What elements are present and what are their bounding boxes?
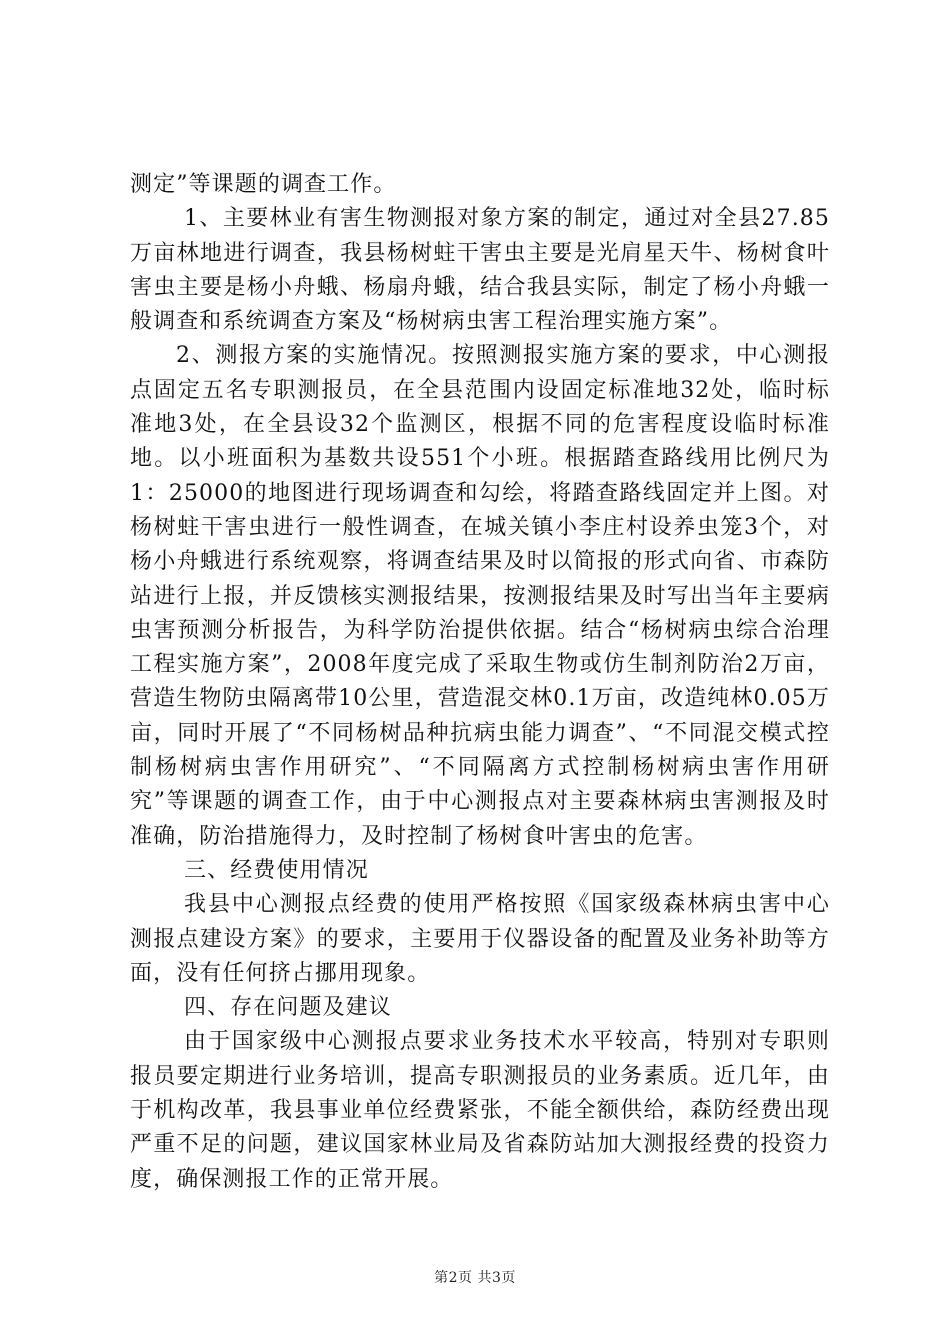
paragraph-continuation: 测定”等课题的调查工作。 [130, 172, 397, 197]
paragraph-funding: 我县中心测报点经费的使用严格按照《国家级森林病虫害中心测报点建设方案》的要求，主要用于仪器设备的配置及业务补助等方面，没有任何挤占挪用现象。 [130, 892, 830, 986]
section-heading-issues: 四、存在问题及建议 [184, 995, 392, 1021]
document-body [130, 168, 830, 1197]
paragraph-item-2: 2、测报方案的实施情况。按照测报实施方案的要求，中心测报点固定五名专职测报员，在全县范围内设固定标准地32处，临时标准地3处，在全县设32个监测区，根据不同的危害程度设临时标准地。以小班面积为基数共设551个小班。根据踏查路线用比例尺为1：25000的地图进行现场调查和勾绘，将踏查路线固定并上图。对杨树蛀干害虫进行一般性调查，在城关镇小李庄村设养虫笼3个，对杨小舟蛾进行系统观察，将调查结果及时以简报的形式向省、市森防站进行上报，并反馈核实测报结果，按测报结果及时写出当年主要病虫害预测分析报告，为科学防治提供依据。结合“杨树病虫综合治理工程实施方案”，2008年度完成了采取生物或仿生制剂防治2万亩，营造生物防虫隔离带10公里，营造混交林0.1万亩，改造纯林0.05万亩，同时开展了“不同杨树品种抗病虫能力调查”、“不同混交模式控制杨树病虫害作用研究”、“不同隔离方式控制杨树病虫害作用研究”等课题的调查工作，由于中心测报点对主要森林病虫害测报及时准确，防治措施得力，及时控制了杨树食叶害虫的危害。 [130, 343, 830, 849]
section-heading-funding: 三、经费使用情况 [184, 857, 369, 883]
paragraph-item-1: 1、主要林业有害生物测报对象方案的制定，通过对全县27.85万亩林地进行调查，我县杨树蛀干害虫主要是光肩星天牛、杨树食叶害虫主要是杨小舟蛾、杨扇舟蛾，结合我县实际，制定了杨小舟蛾一般调查和系统调查方案及“杨树病虫害工程治理实施方案”。 [130, 206, 830, 335]
page-number-footer: 第2页 共3页 [434, 1270, 516, 1286]
paragraph-issues: 由于国家级中心测报点要求业务技术水平较高，特别对专职则报员要定期进行业务培训，提高专职测报员的业务素质。近几年，由于机构改革，我县事业单位经费紧张，不能全额供给，森防经费出现严重不足的问题，建议国家林业局及省森防站加大测报经费的投资力度，确保测报工作的正常开展。 [130, 1029, 830, 1192]
